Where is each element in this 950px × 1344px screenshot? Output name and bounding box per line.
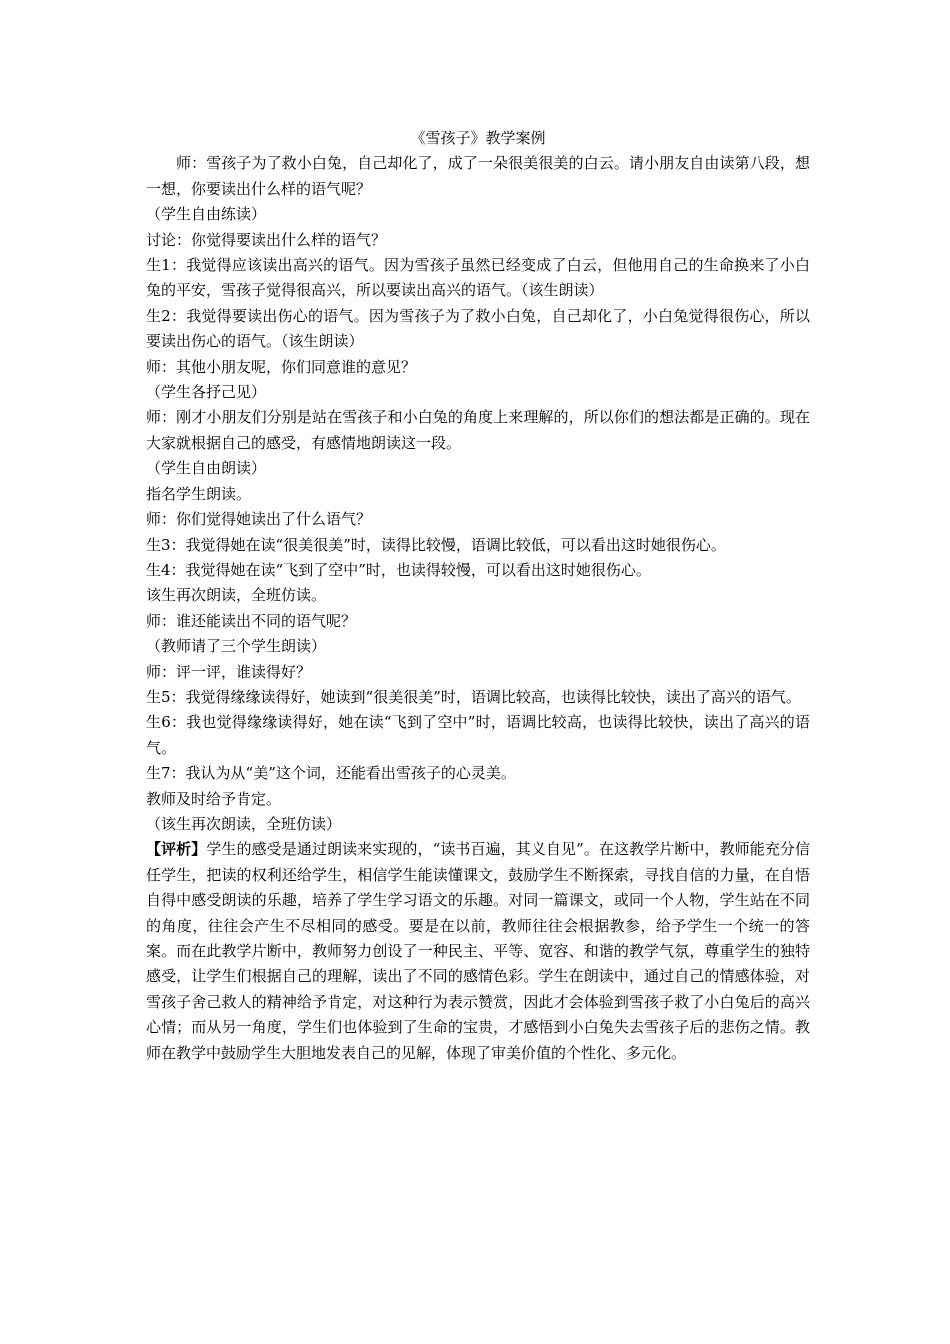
paragraph-student-6: 生6：我也觉得缘缘读得好，她在读“飞到了空中”时，语调比较高，也读得比较快，读出了高兴的语气。 xyxy=(146,713,810,757)
paragraph-teacher-ask-opinion: 师：其他小朋友呢，你们同意谁的意见？ xyxy=(146,357,417,376)
paragraph-teacher-different-tone: 师：谁还能读出不同的语气呢？ xyxy=(146,611,357,630)
paragraph-teacher-affirm: 教师及时给予肯定。 xyxy=(146,789,282,808)
paragraph-named-reading: 指名学生朗读。 xyxy=(146,484,252,503)
paragraph-practice-note: （学生自由练读） xyxy=(146,205,267,224)
paragraph-student-1: 生1：我觉得应该读出高兴的语气。因为雪孩子虽然已经变成了白云，但他用自己的生命换来了小白兔的平安，雪孩子觉得很高兴，所以要读出高兴的语气。（该生朗读） xyxy=(146,256,810,300)
paragraph-teacher-tone-question: 师：你们觉得她读出了什么语气？ xyxy=(146,510,372,529)
document-body xyxy=(146,126,810,1066)
paragraph-student-5: 生5：我觉得缘缘读得好，她读到“很美很美”时，语调比较高，也读得比较快，读出了高兴的语气。 xyxy=(146,687,801,706)
paragraph-student-4: 生4：我觉得她在读“飞到了空中”时，也读得较慢，可以看出这时她很伤心。 xyxy=(146,560,651,579)
paragraph-opinions-note: （学生各抒己见） xyxy=(146,383,267,402)
paragraph-final-reading-note: （该生再次朗读，全班仿读） xyxy=(146,814,342,833)
paragraph-student-2: 生2：我觉得要读出伤心的语气。因为雪孩子为了救小白兔，自己却化了，小白兔觉得很伤心，所以要读出伤心的语气。（该生朗读） xyxy=(146,306,810,351)
paragraph-discussion: 讨论：你觉得要读出什么样的语气？ xyxy=(146,230,387,249)
paragraph-teacher-question: 师：雪孩子为了救小白兔，自己却化了，成了一朵很美很美的白云。请小朋友自由读第八段，想一想，你要读出什么样的语气呢？ xyxy=(146,154,810,198)
commentary-text: 学生的感受是通过朗读来实现的，“读书百遍，其义自见”。在这教学片断中，教师能充分信任学生，把读的权利还给学生，相信学生能读懂课文，鼓励学生不断探索，寻找自信的力量，在自悟自得中感受朗读的乐趣，培养了学生学习语文的乐趣。对同一篇课文，或同一个人物，学生站在不同的角度，往往会产生不尽相同的感受。要是在以前，教师往往会根据教参，给予学生一个统一的答案。而在此教学片断中，教师努力创设了一种民主、平等、宽容、和谐的教学气氛，尊重学生的独特感受，让学生们根据自己的理解，读出了不同的感情色彩。学生在朗读中，通过自己的情感体验，对雪孩子舍己救人的精神给予肯定，对这种行为表示赞赏，因此才会体验到雪孩子救了小白兔后的高兴心情；而从另一角度，学生们也体验到了生命的宝贵，才感悟到小白兔失去雪孩子后的悲伤之情。教师在教学中鼓励学生大胆地发表自己的见解，体现了审美价值的个性化、多元化。 xyxy=(146,840,810,1062)
paragraph-three-students-note: （教师请了三个学生朗读） xyxy=(146,637,327,656)
paragraph-student-7: 生7：我认为从“美”这个词，还能看出雪孩子的心灵美。 xyxy=(146,764,516,783)
commentary-paragraph xyxy=(146,837,810,1066)
paragraph-reread-note: 该生再次朗读，全班仿读。 xyxy=(146,586,327,605)
document-title: 《雪孩子》教学案例 xyxy=(410,129,546,147)
paragraph-student-3: 生3：我觉得她在读“很美很美”时，读得比较慢，语调比较低，可以看出这时她很伤心。 xyxy=(146,535,726,554)
paragraph-free-reading-note: （学生自由朗读） xyxy=(146,459,267,478)
commentary-label: 【评析】 xyxy=(146,840,207,859)
paragraph-teacher-summary: 师：刚才小朋友们分别是站在雪孩子和小白兔的角度上来理解的，所以你们的想法都是正确的。现在大家就根据自己的感受，有感情地朗读这一段。 xyxy=(146,408,810,452)
paragraph-teacher-evaluate: 师：评一评，谁读得好？ xyxy=(146,662,312,681)
